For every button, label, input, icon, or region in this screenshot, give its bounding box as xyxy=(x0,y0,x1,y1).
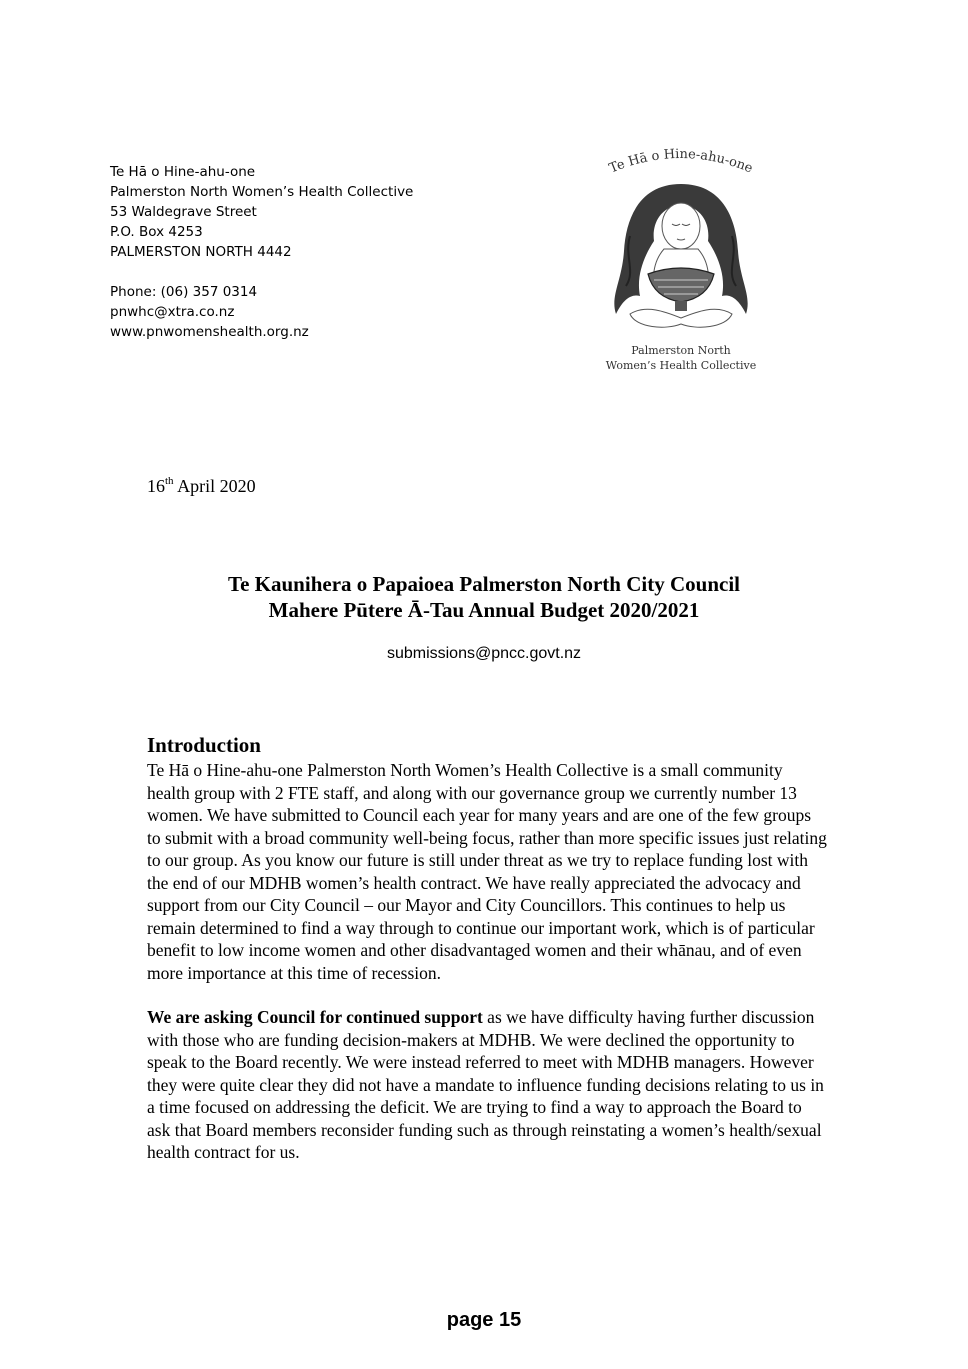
address-spacer xyxy=(110,262,413,282)
logo-arc-text: Te Hā o Hine-ahu-one xyxy=(607,146,755,177)
date-suffix: th xyxy=(165,475,174,487)
sender-city: PALMERSTON NORTH 4442 xyxy=(110,244,292,260)
logo-caption-line2: Women’s Health Collective xyxy=(605,359,757,372)
sender-org-name: Te Hā o Hine-ahu-one xyxy=(110,164,256,180)
heading-line1: Te Kaunihera o Papaioea Palmerston North City Council xyxy=(228,572,740,596)
paragraph-2-bold-lead: We are asking Council for continued support xyxy=(147,1007,483,1027)
introduction-section xyxy=(147,731,827,1164)
face-shape xyxy=(662,203,700,249)
basket-bowl xyxy=(648,268,714,302)
logo-caption-line1: Palmerston North xyxy=(631,344,731,357)
sender-po-box: P.O. Box 4253 xyxy=(110,224,203,240)
page-number: page 15 xyxy=(446,1309,522,1331)
date-day: 16 xyxy=(147,476,165,496)
date-month-year: April 2020 xyxy=(173,476,256,496)
basket-stem xyxy=(675,301,687,311)
sender-website[interactable]: www.pnwomenshealth.org.nz xyxy=(110,324,309,340)
section-heading: Introduction xyxy=(147,733,261,757)
sender-phone: Phone: (06) 357 0314 xyxy=(110,284,258,300)
paragraph-2-body: as we have difficulty having further discussion with those who are funding decision-makers at MDHB. We were declined the opportunity to speak to the Board recently. We were instead referred to meet with MDHB managers. However they were quite clear they did not have a mandate to influence funding decisions relating to us in a time focused on addressing the deficit. We are trying to find a way to approach the Board to ask that Board members reconsider funding such as through reinstating a women’s health/sexual health contract for us. xyxy=(147,1007,824,1162)
sender-email[interactable]: pnwhc@xtra.co.nz xyxy=(110,304,235,320)
sender-address-block xyxy=(110,162,413,342)
sender-collective: Palmerston North Women’s Health Collective xyxy=(110,184,414,200)
letter-date xyxy=(147,476,256,497)
intro-paragraph-2 xyxy=(147,1006,827,1164)
crossed-legs xyxy=(630,309,732,327)
submission-email[interactable]: submissions@pncc.govt.nz xyxy=(386,645,582,662)
intro-paragraph-1: Te Hā o Hine-ahu-one Palmerston North Women’s Health Collective is a small community health group with 2 FTE staff, and along with our governance group we currently number 13 women. We have submitted to Council each year for many years and are one of the few groups to submit with a broad community well-being focus, rather than more specific issues just relating to our group. As you know our future is still under threat as we try to replace funding lost with the end of our MDHB women’s health contract. We have really appreciated the advocacy and support from our City Council – our Mayor and City Councillors. This continues to help us remain determined to find a way through to continue our important work, which is of particular benefit to low income women and other disadvantaged women and their whānau, and of even more importance at this time of recession. xyxy=(147,760,827,983)
logo-illustration xyxy=(596,146,766,341)
collective-logo xyxy=(596,146,766,376)
submission-heading xyxy=(0,571,968,623)
heading-line2: Mahere Pūtere Ā-Tau Annual Budget 2020/2021 xyxy=(268,598,700,622)
sender-street: 53 Waldegrave Street xyxy=(110,204,257,220)
